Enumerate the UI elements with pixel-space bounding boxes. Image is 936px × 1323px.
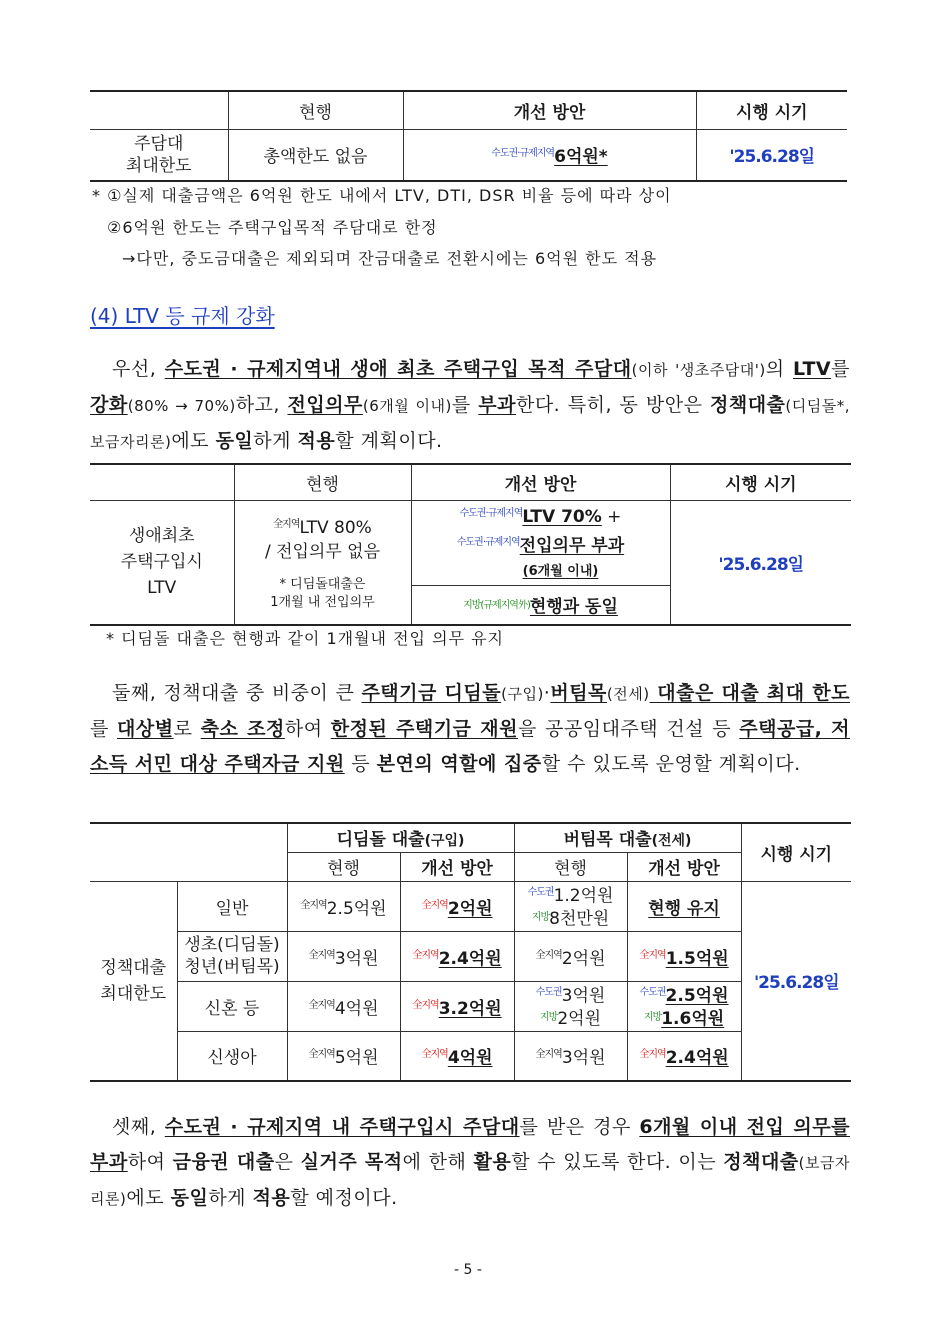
subheader-didimdol-improve: 개선 방안 xyxy=(400,852,514,881)
table-row: 생초(디딤돌) 청년(버팀목) $^{全지역}$3억원 $^{全지역}$2.4억원 $^{全지역}$2억원 $^{全지역}$1.5억원 xyxy=(90,931,851,981)
row-label: 생애최초 주택구입시 LTV xyxy=(90,500,234,625)
table-policy-loan-limits xyxy=(90,822,851,1082)
improvement-capital-region: $^{수도권\cdot 규제지역}$LTV 70% + $^{수도권\cdot 규제지역}$전입의무 부과 (6개월 이내) xyxy=(411,500,670,585)
table-row: 신혼 등 $^{全지역}$4억원 $^{全지역}$3.2억원 $^{수도권}$3억원 $^{지방}$2억원 $^{수도권}$2.5억원 $^{지방}$1.6억원 xyxy=(90,981,851,1031)
header-current: 현행 xyxy=(228,91,403,129)
header-improvement: 개선 방안 xyxy=(403,91,696,129)
improvement-value xyxy=(403,129,696,181)
row-group-label: 정책대출 최대한도 xyxy=(90,881,177,1081)
note1-line2: ②6억원 한도는 주택구입목적 주담대로 한정 xyxy=(107,218,438,237)
current-value: $^{全지역}$LTV 80% / 전입의무 없음 * 디딤돌대출은 1개월 내 전입의무 xyxy=(234,500,411,625)
section-heading: (4) LTV 등 규제 강화 xyxy=(90,304,275,328)
row-label: 주담대 최대한도 xyxy=(90,129,228,181)
limit-value: 6억원* xyxy=(554,147,608,168)
effective-date: '25.6.28일 xyxy=(670,500,851,625)
note2: * 디딤돌 대출은 현행과 같이 1개월내 전입 의무 유지 xyxy=(106,629,504,648)
improvement-provinces: $^{지방(규제지역外)}$현행과 동일 xyxy=(411,585,670,625)
table-mortgage-limit xyxy=(90,90,847,182)
row-label: 일반 xyxy=(177,881,287,931)
table-row: 정책대출 최대한도 일반 $^{全지역}$2.5억원 $^{全지역}$2억원 $^{수도권}$1.2억원 $^{지방}$8천만원 현행 유지 '25.6.28일 xyxy=(90,881,851,931)
header-current: 현행 xyxy=(234,464,411,500)
paragraph-1: 우선, 수도권 · 규제지역내 생애 최초 주택구입 목적 주담대(이하 '생초주담대')의 LTV를 강화(80% → 70%)하고, 전입의무(6개월 이내)를 부과한다. 특히, 동 방안은 정책대출(디딤돌*, 보금자리론)에도 동일하게 적용할 계획이다. xyxy=(90,358,850,452)
effective-date: '25.6.28일 xyxy=(696,129,847,181)
current-value: 총액한도 없음 xyxy=(228,129,403,181)
row-label: 생초(디딤돌) 청년(버팀목) xyxy=(177,931,287,981)
table-first-home-ltv xyxy=(90,463,851,626)
header-empty xyxy=(90,464,234,500)
subheader-didimdol-current: 현행 xyxy=(287,852,400,881)
subheader-beotimmok-improve: 개선 방안 xyxy=(627,852,741,881)
effective-date: '25.6.28일 xyxy=(741,881,851,1081)
page-number: - 5 - xyxy=(454,1262,482,1278)
header-effective-date: 시행 시기 xyxy=(741,823,851,881)
paragraph-3: 셋째, 수도권 · 규제지역 내 주택구입시 주담대를 받은 경우 6개월 이내 전입 의무를 부과하여 금융권 대출은 실거주 목적에 한해 활용할 수 있도록 한다. 이는 정책대출(보금자리론)에도 동일하게 적용할 예정이다. xyxy=(90,1116,850,1209)
header-beotimmok: 버팀목 대출(전세) xyxy=(514,823,741,852)
note1-line1: * ①실제 대출금액은 6억원 한도 내에서 LTV, DTI, DSR 비율 등에 따라 상이 xyxy=(92,186,672,205)
row-label: 신생아 xyxy=(177,1031,287,1081)
header-empty xyxy=(90,823,287,881)
table-row: 신생아 $^{全지역}$5억원 $^{全지역}$4억원 $^{全지역}$3억원 $^{全지역}$2.4억원 xyxy=(90,1031,851,1081)
header-empty xyxy=(90,91,228,129)
paragraph-2: 둘째, 정책대출 중 비중이 큰 주택기금 디딤돌(구입)·버팀목(전세) 대출은 대출 최대 한도를 대상별로 축소 조정하여 한정된 주택기금 재원을 공공임대주택 건설 등 주택공급, 저소득 서민 대상 주택자금 지원 등 본연의 역할에 집중할 수 있도록 운영할 계획이다. xyxy=(90,682,851,775)
subheader-beotimmok-current: 현행 xyxy=(514,852,627,881)
header-didimdol: 디딤돌 대출(구입) xyxy=(287,823,514,852)
region-tag: 수도권·규제지역 xyxy=(491,148,555,160)
header-effective-date: 시행 시기 xyxy=(696,91,847,129)
row-label: 신혼 등 xyxy=(177,981,287,1031)
header-effective-date: 시행 시기 xyxy=(670,464,851,500)
header-improvement: 개선 방안 xyxy=(411,464,670,500)
note1-line3: →다만, 중도금대출은 제외되며 잔금대출로 전환시에는 6억원 한도 적용 xyxy=(122,249,658,268)
